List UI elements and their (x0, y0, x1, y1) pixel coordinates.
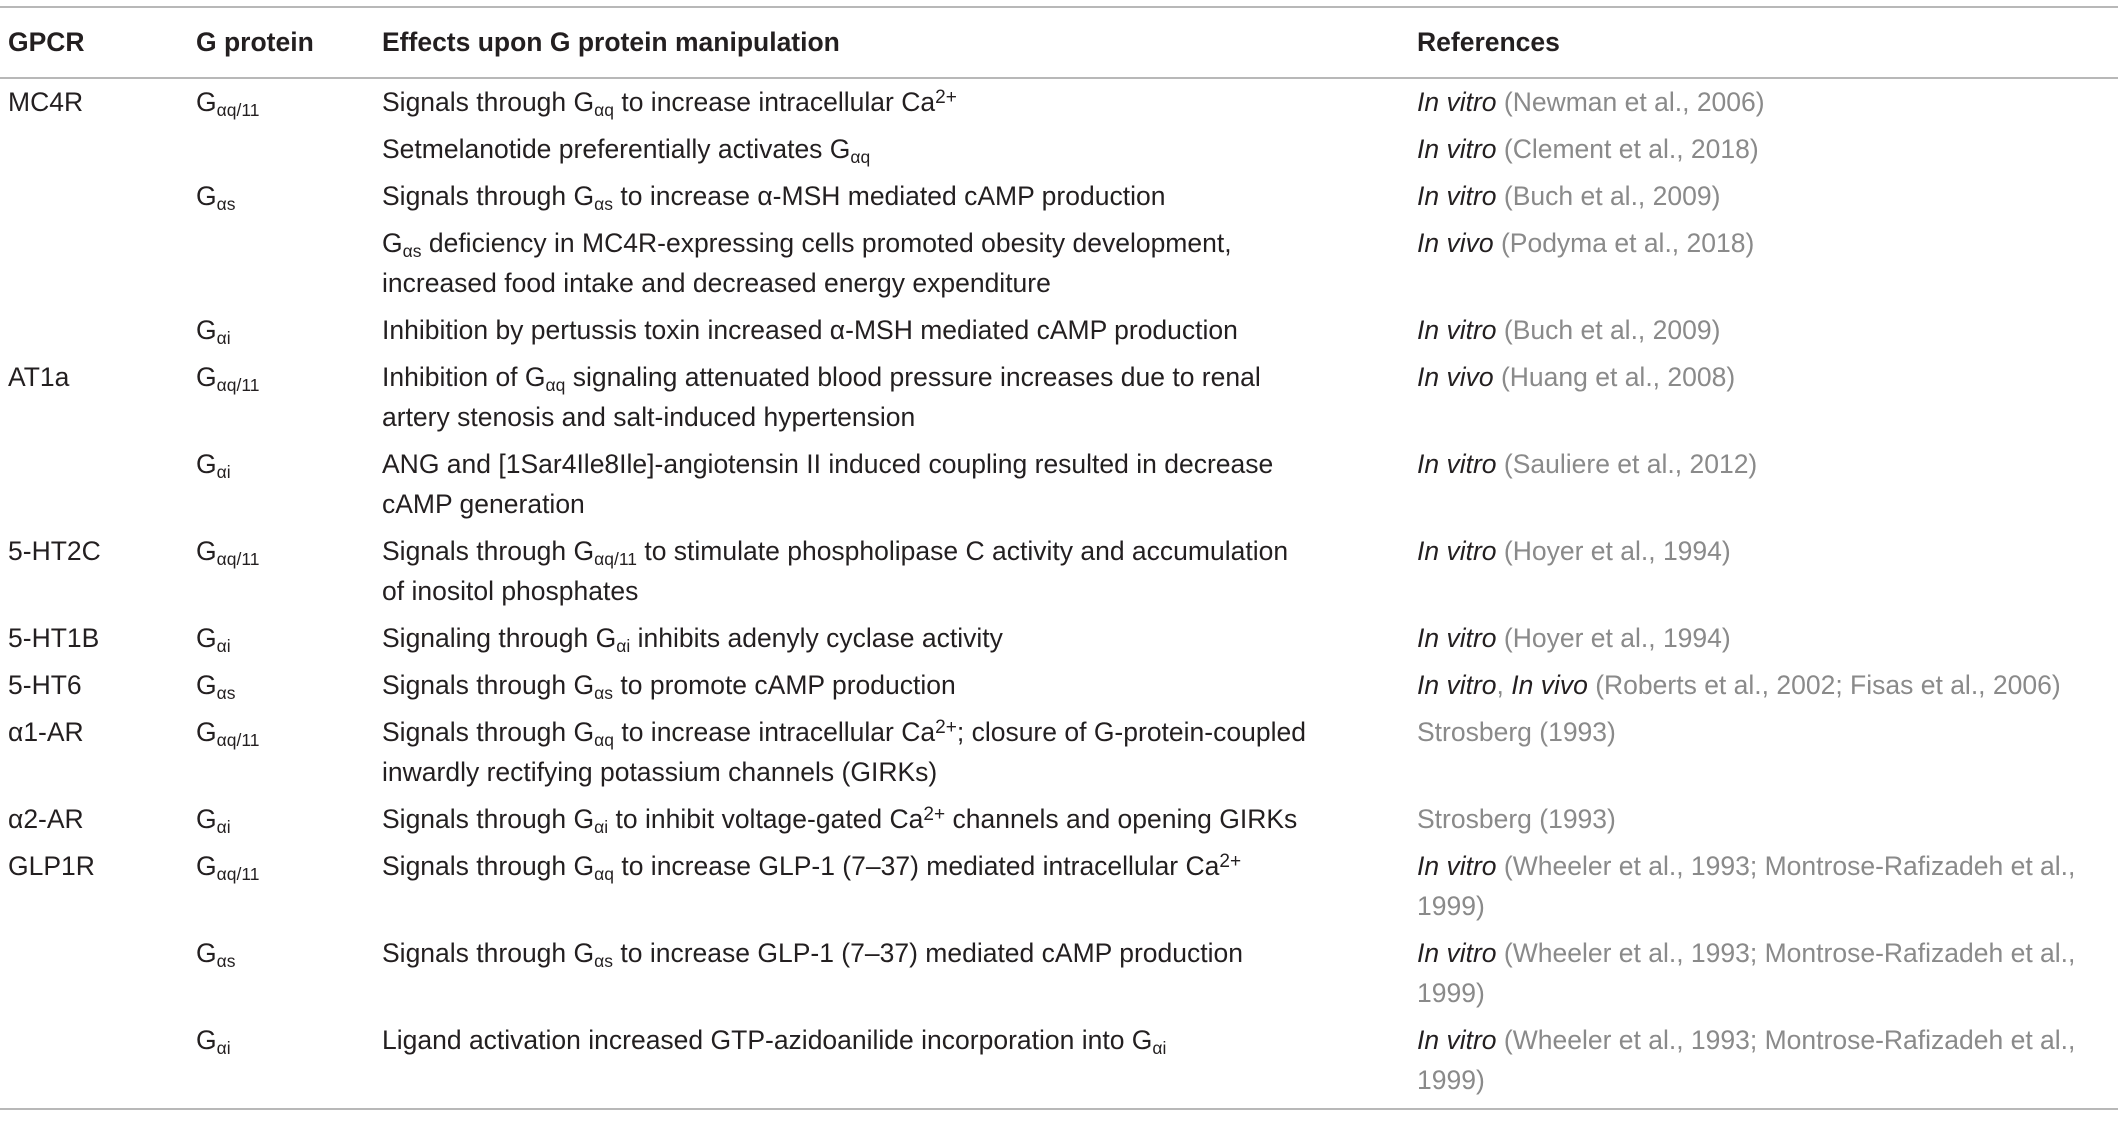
gpcr-cell (0, 220, 196, 307)
effect-cell: Setmelanotide preferentially activates $G_{\alpha q}$ (382, 134, 871, 168)
reference-cell: In vitro (Hoyer et al., 1994) (1417, 536, 1731, 566)
effect-cell: $G_{\alpha s}$ deficiency in MC4R-expressing cells promoted obesity development, increased food intake and decreased energy expenditure (382, 228, 1232, 298)
gpcr-cell: MC4R (8, 87, 84, 117)
effect-cell: Signals through $G_{\alpha i}$ to inhibit voltage-gated $Ca^{2+}$ channels and opening GIRKs (382, 804, 1298, 838)
g-protein-cell: $G_{\alpha i}$ (196, 1025, 231, 1059)
effect-cell: Inhibition by pertussis toxin increased α-MSH mediated cAMP production (382, 315, 1238, 345)
table-row (0, 441, 2118, 528)
reference-cell: In vivo (Podyma et al., 2018) (1417, 228, 1755, 258)
gpcr-cell (0, 930, 196, 1017)
effect-cell: Signals through $G_{\alpha q/11}$ to stimulate phospholipase C activity and accumulation of inositol phosphates (382, 536, 1289, 606)
g-protein-cell: $G_{\alpha q/11}$ (196, 851, 260, 885)
reference-cell: In vitro (Clement et al., 2018) (1417, 134, 1759, 164)
g-protein-cell: $G_{\alpha s}$ (196, 670, 236, 704)
gpcr-cell: AT1a (8, 362, 70, 392)
header-g-protein: G protein (196, 27, 314, 57)
effect-cell: ANG and [1Sar4Ile8Ile]-angiotensin II induced coupling resulted in decrease cAMP generation (382, 449, 1274, 519)
gpcr-cell: 5-HT6 (8, 670, 82, 700)
gpcr-cell: 5-HT1B (8, 623, 100, 653)
table-row (0, 709, 2118, 796)
gpcr-cell: 5-HT2C (8, 536, 101, 566)
table-row (0, 354, 2118, 441)
table-row (0, 662, 2118, 709)
g-protein-cell: $G_{\alpha i}$ (196, 623, 231, 657)
g-protein-cell: $G_{\alpha i}$ (196, 804, 231, 838)
effect-cell: Ligand activation increased GTP-azidoanilide incorporation into $G_{\alpha i}$ (382, 1025, 1167, 1059)
table-row (0, 843, 2118, 930)
reference-cell: In vitro (Sauliere et al., 2012) (1417, 449, 1758, 479)
g-protein-cell: $G_{\alpha q/11}$ (196, 87, 260, 121)
table-row (0, 930, 2118, 1017)
gpcr-table (0, 6, 2118, 1110)
gpcr-cell (0, 307, 196, 354)
header-gpcr: GPCR (8, 27, 85, 57)
g-protein-cell: $G_{\alpha q/11}$ (196, 536, 260, 570)
table-row (0, 528, 2118, 615)
reference-cell: In vitro (Wheeler et al., 1993; Montrose-Rafizadeh et al., 1999) (1417, 851, 2076, 921)
gpcr-cell: α2-AR (8, 804, 84, 834)
effect-cell: Signals through $G_{\alpha s}$ to promote cAMP production (382, 670, 956, 704)
gpcr-cell (0, 441, 196, 528)
reference-cell: In vitro (Buch et al., 2009) (1417, 181, 1721, 211)
reference-cell: In vitro (Hoyer et al., 1994) (1417, 623, 1731, 653)
header-references: References (1417, 27, 1560, 57)
reference-cell: In vitro, In vivo (Roberts et al., 2002; Fisas et al., 2006) (1417, 670, 2061, 700)
table-row (0, 220, 2118, 307)
table-row (0, 615, 2118, 662)
effect-cell: Inhibition of $G_{\alpha q}$ signaling attenuated blood pressure increases due to renal artery stenosis and salt-induced hypertension (382, 362, 1261, 432)
effect-cell: Signals through $G_{\alpha q}$ to increase intracellular $Ca^{2+}$ (382, 87, 957, 121)
table-row (0, 78, 2118, 126)
header-row (0, 7, 2118, 78)
effect-cell: Signals through $G_{\alpha s}$ to increase GLP-1 (7–37) mediated cAMP production (382, 938, 1243, 972)
table-row (0, 307, 2118, 354)
table-row (0, 126, 2118, 173)
gpcr-cell: GLP1R (8, 851, 95, 881)
header-effects: Effects upon G protein manipulation (382, 27, 840, 57)
effect-cell: Signals through $G_{\alpha q}$ to increase intracellular $Ca^{2+}$; closure of G-protein-coupled inwardly rectifying potassium channels (GIRKs) (382, 717, 1306, 787)
table-row (0, 1017, 2118, 1109)
g-protein-cell: $G_{\alpha s}$ (196, 938, 236, 972)
g-protein-cell: $G_{\alpha q/11}$ (196, 362, 260, 396)
gpcr-cell (0, 126, 196, 173)
g-protein-cell: $G_{\alpha s}$ (196, 181, 236, 215)
table-body (0, 78, 2118, 1109)
g-protein-cell (196, 126, 382, 173)
effect-cell: Signals through $G_{\alpha q}$ to increase GLP-1 (7–37) mediated intracellular $Ca^{2+}$ (382, 851, 1242, 885)
reference-cell: In vivo (Huang et al., 2008) (1417, 362, 1736, 392)
effect-cell: Signaling through $G_{\alpha i}$ inhibits adenyly cyclase activity (382, 623, 1003, 657)
reference-cell: In vitro (Wheeler et al., 1993; Montrose-Rafizadeh et al., 1999) (1417, 1025, 2076, 1095)
reference-cell: In vitro (Buch et al., 2009) (1417, 315, 1721, 345)
reference-cell: Strosberg (1993) (1417, 717, 1616, 747)
gpcr-cell (0, 173, 196, 220)
gpcr-cell: α1-AR (8, 717, 84, 747)
effect-cell: Signals through $G_{\alpha s}$ to increase α-MSH mediated cAMP production (382, 181, 1166, 215)
table-row (0, 796, 2118, 843)
reference-cell: Strosberg (1993) (1417, 804, 1616, 834)
reference-cell: In vitro (Newman et al., 2006) (1417, 87, 1765, 117)
reference-cell: In vitro (Wheeler et al., 1993; Montrose-Rafizadeh et al., 1999) (1417, 938, 2076, 1008)
gpcr-cell (0, 1017, 196, 1109)
g-protein-cell: $G_{\alpha i}$ (196, 315, 231, 349)
g-protein-cell: $G_{\alpha q/11}$ (196, 717, 260, 751)
g-protein-cell (196, 220, 382, 307)
g-protein-cell: $G_{\alpha i}$ (196, 449, 231, 483)
table-row (0, 173, 2118, 220)
